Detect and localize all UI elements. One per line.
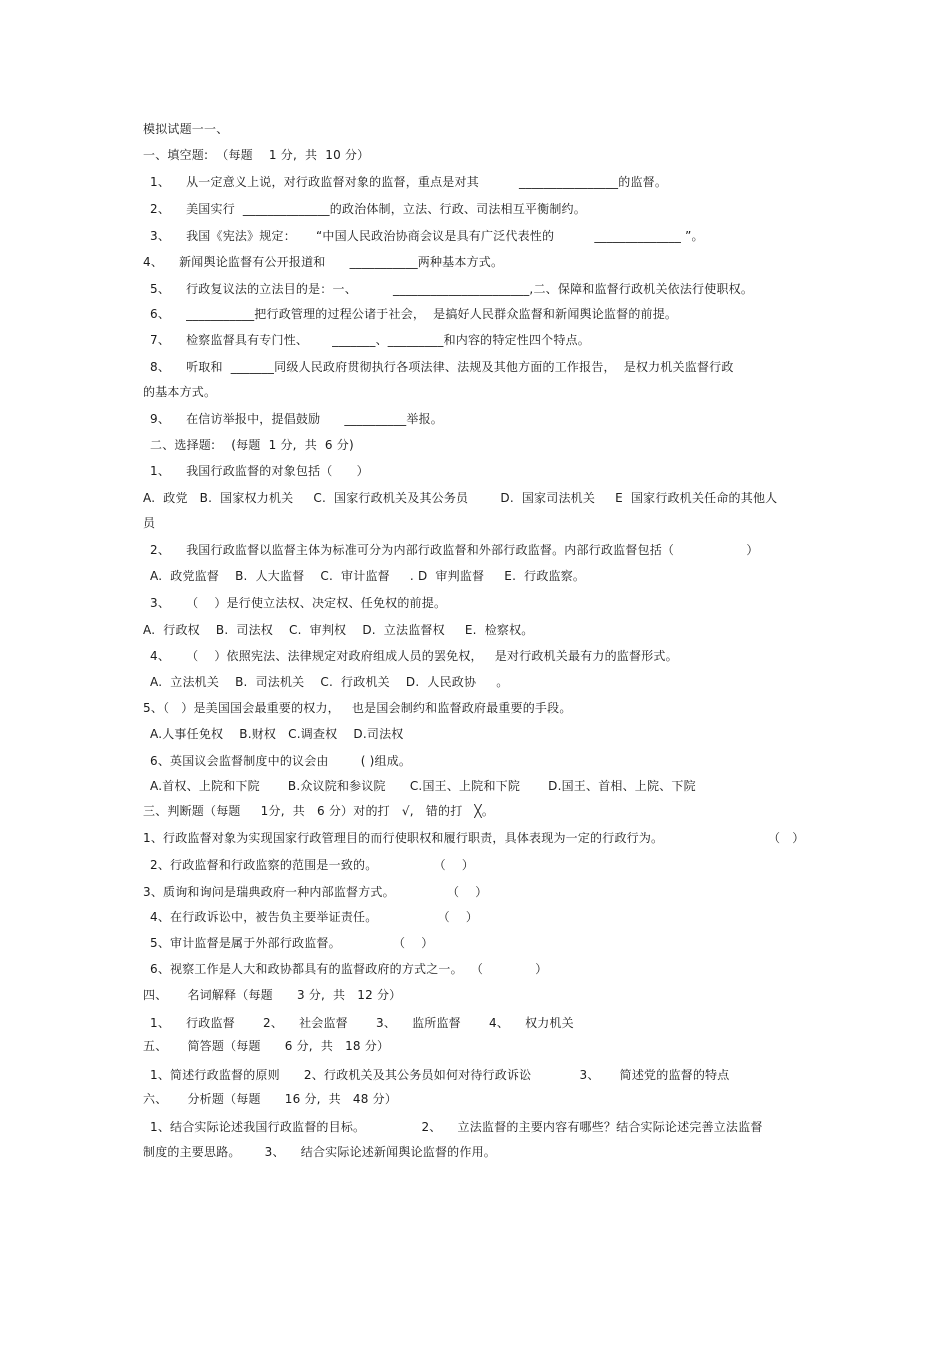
choice-question-6-options: A.首权、上院和下院 B.众议院和参议院 C.国王、上院和下院 D.国王、首相、上院、下院 (150, 779, 696, 793)
fill-question-3: 3、 我国《宪法》规定： “中国人民政治协商会议是具有广泛代表性的 ______________ ”。 (150, 229, 704, 243)
term-items: 1、 行政监督 2、 社会监督 3、 监所监督 4、 权力机关 (150, 1016, 574, 1030)
choice-question-2-options: A. 政党监督 B. 人大监督 C. 审计监督 . D 审判监督 E. 行政监察。 (150, 569, 586, 583)
choice-question-4-options: A. 立法机关 B. 司法机关 C. 行政机关 D. 人民政协 。 (150, 675, 509, 689)
choice-question-5: 5、（ ）是美国国会最重要的权力， 也是国会制约和监督政府最重要的手段。 (143, 701, 572, 715)
choice-question-5-options: A.人事任免权 B.财权 C.调查权 D.司法权 (150, 727, 404, 741)
choice-question-3: 3、 （ ）是行使立法权、决定权、任免权的前提。 (150, 596, 447, 610)
fill-question-9: 9、 在信访举报中，提倡鼓励 __________举报。 (150, 412, 443, 426)
section-4-heading: 四、 名词解释（每题 3 分, 共 12 分） (143, 988, 402, 1002)
judge-question-6: 6、视察工作是人大和政协都具有的监督政府的方式之一。 （ ） (150, 962, 548, 976)
fill-question-2: 2、 美国实行 ______________的政治体制，立法、行政、司法相互平衡制约。 (150, 202, 586, 216)
choice-question-6: 6、英国议会监督制度中的议会由 ( )组成。 (150, 754, 412, 768)
judge-question-5: 5、审计监督是属于外部行政监督。 （ ） (150, 936, 434, 950)
fill-question-4: 4、 新闻舆论监督有公开报道和 ___________两种基本方式。 (143, 255, 504, 269)
judge-question-1: 1、行政监督对象为实现国家行政管理目的而行使职权和履行职责，具体表现为一定的行政行为。 (143, 831, 664, 845)
choice-question-1-options: A. 政党 B. 国家权力机关 C. 国家行政机关及其公务员 D. 国家司法机关 E 国家行政机关任命的其他人 (143, 491, 778, 505)
section-1-heading: 一、填空题: （每题 1 分, 共 10 分） (143, 148, 370, 162)
fill-question-6: 6、 ___________把行政管理的过程公诸于社会， 是搞好人民群众监督和新闻舆论监督的前提。 (150, 307, 678, 321)
choice-question-2: 2、 我国行政监督以监督主体为标准可分为内部行政监督和外部行政监督。内部行政监督包括（ ） (150, 543, 759, 557)
fill-question-1: 1、 从一定意义上说，对行政监督对象的监督，重点是对其 ________________的监督。 (150, 175, 668, 189)
choice-question-4: 4、 （ ）依照宪法、法律规定对政府组成人员的罢免权， 是对行政机关最有力的监督形式。 (150, 649, 678, 663)
choice-question-1-options-continued: 员 (143, 516, 156, 530)
judge-question-1-parens: （ ） (768, 831, 805, 845)
short-answer-items: 1、简述行政监督的原则 2、行政机关及其公务员如何对待行政诉讼 3、 简述党的监督的特点 (150, 1068, 730, 1082)
section-6-heading: 六、 分析题（每题 16 分, 共 48 分） (143, 1092, 398, 1106)
choice-question-1: 1、 我国行政监督的对象包括（ ） (150, 464, 369, 478)
fill-question-5: 5、 行政复议法的立法目的是：一、 ______________________,二、保障和监督行政机关依法行使职权。 (150, 282, 754, 296)
analysis-items: 1、结合实际论述我国行政监督的目标。 2、 立法监督的主要内容有哪些？结合实际论述完善立法监督 (150, 1120, 763, 1134)
fill-question-8-continued: 的基本方式。 (143, 385, 217, 399)
judge-question-3: 3、质询和询问是瑞典政府一种内部监督方式。 （ ） (143, 885, 488, 899)
section-5-heading: 五、 简答题（每题 6 分, 共 18 分） (143, 1039, 390, 1053)
fill-question-8: 8、 听取和 _______同级人民政府贯彻执行各项法律、法规及其他方面的工作报告， 是权力机关监督行政 (150, 360, 734, 374)
judge-question-4: 4、在行政诉讼中，被告负主要举证责任。 （ ） (150, 910, 479, 924)
fill-question-7: 7、 检察监督具有专门性、 _______、_________和内容的特定性四个特点。 (150, 333, 590, 347)
document-title: 模拟试题一一、 (143, 122, 229, 136)
section-3-heading: 三、判断题（每题 1分, 共 6 分）对的打 √, 错的打 ╳。 (143, 804, 495, 818)
judge-question-2: 2、行政监督和行政监察的范围是一致的。 （ ） (150, 858, 475, 872)
section-2-heading: 二、选择题: (每题 1 分, 共 6 分) (150, 438, 354, 452)
choice-question-3-options: A. 行政权 B. 司法权 C. 审判权 D. 立法监督权 E. 检察权。 (143, 623, 534, 637)
analysis-items-continued: 制度的主要思路。 3、 结合实际论述新闻舆论监督的作用。 (143, 1145, 496, 1159)
